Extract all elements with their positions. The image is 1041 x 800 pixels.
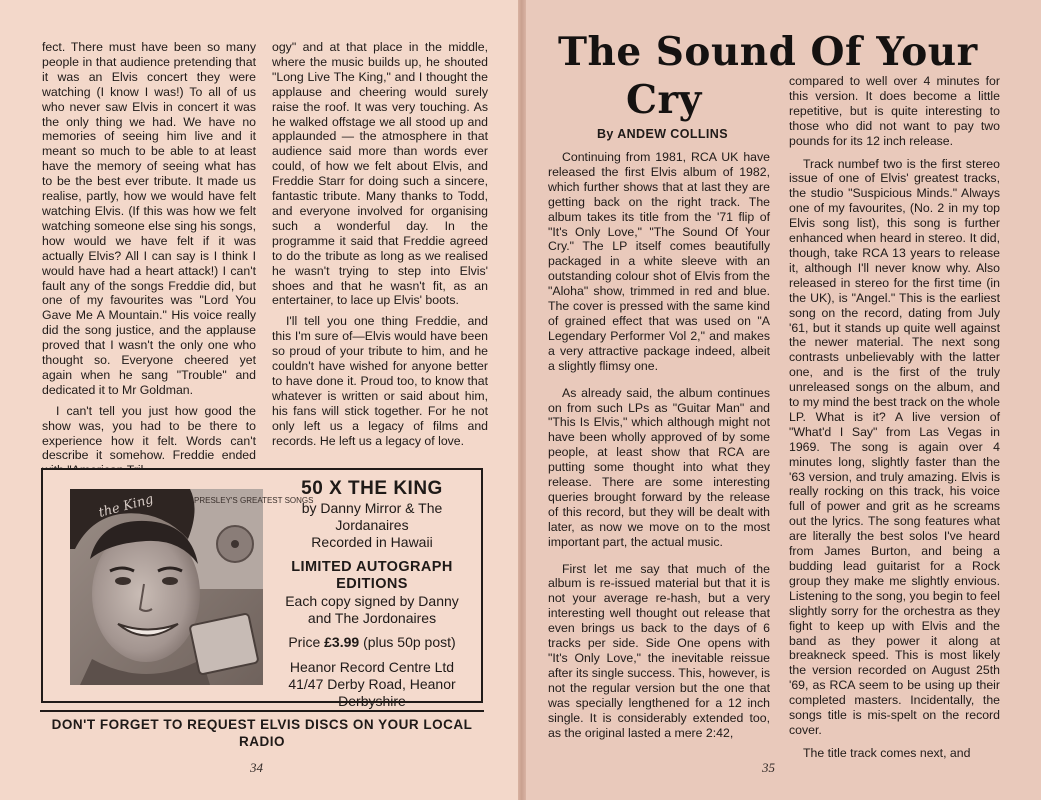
title-line-2: Cry [626, 77, 702, 123]
ad-recorded-line: Recorded in Hawaii [311, 534, 433, 550]
binding-gutter [518, 0, 526, 800]
ad-limited-editions: LIMITED AUTOGRAPH EDITIONS [291, 559, 453, 592]
right-column-1 [548, 150, 770, 750]
paragraph: compared to well over 4 minutes for this version. It does become a little repetitive, but is quite interesting to those who did not want to pay two pounds for its 12 inch release. [789, 74, 1000, 148]
paragraph: As already said, the album continues on from such LPs as "Guitar Man" and "This Is Elvis," which although might not have been wholly approved of by some people, at least show that RCA are putting some thought into what they release. There are some interesting queries brought forward by the release of this record, but they will be dealt with later, as now we move on to the most important part, the actual music. [548, 385, 770, 549]
footer-banner: DON'T FORGET TO REQUEST ELVIS DISCS ON YOUR LOCAL RADIO [51, 717, 473, 749]
ad-artist-line: by Danny Mirror & The [301, 500, 443, 516]
title-line-1: The Sound Of Your [558, 29, 978, 75]
paragraph: The title track comes next, and [803, 745, 971, 760]
page-number: 34 [250, 760, 263, 775]
advertisement-box [41, 468, 483, 709]
ad-signed-line: Each copy signed by Danny [285, 593, 459, 609]
ad-address-line: 41/47 Derby Road, Heanor [288, 676, 456, 692]
price-value: £3.99 [324, 634, 360, 650]
paragraph: First let me say that much of the album is re-issued material but that it is not your average re-hash, but a very interesting well thought out release that even brings us back to the days of 6 tracks per side. Side One opens with "It's Only Love," the inevitable reissue after its single success. This, however, is not the regular version but the one that was specially lengthened for a 12 inch single. It is considerably extended too, as the original lasted a mere 2:42, [548, 561, 770, 740]
paragraph: I'll tell you one thing Freddie, and this I'm sure of—Elvis would have been so proud of your tribute to him, and he couldn't have wished for anyone better to have done it. Proud too, to know that whatever is written or said about him, his fans will stick together. For he not only left us a legacy of films and records. He left us a legacy of love. [272, 314, 488, 448]
byline: By ANDEW COLLINS [597, 127, 728, 141]
price-suffix: (plus 50p post) [363, 634, 456, 650]
page-number: 35 [762, 760, 775, 775]
ad-signed-line: and The Jordonaires [307, 610, 437, 626]
paragraph: Track numbef two is the first stereo issue of one of Elvis' greatest tracks, the studio "Suspicious Minds." Always one of my favourites, (No. 2 in my top Elvis song list), this song is further enhanced when heard in stereo. It did, though, take RCA 13 years to release it, although I'll never know why. Also released in stereo for the first time (in the UK), is "Angel." This is the earliest song on the record, dating from July '61, but it stands up quite well against the newer material. The next song contrasts unbelievably with the latter one, and is the first of the truly unreleased songs on the album, and to my mind the best track on the whole LP. What is it? A live version of "What'd I Say" from Las Vegas in 1969. The song is again over 4 minutes long, slightly faster than the '63 version, and truly amazing. Elvis is really rocking on this track, his voice full of power and grit as he screams out the lyrics. The song features what are literally the best solos I've heard from James Burton, and being a budding lead guitarist for a Rock group they make me slightly envious. Listening to the song, you begin to feel slightly sorry for the orchestra as they fight to keep up with Elvis and the band as they power it along at breakneck speed. This is most likely the version recorded on August 25th '69, as RCA seem to be using up their completed masters. Incidentally, the songs title is mis-spelt on the record cover. [789, 156, 1000, 737]
ad-title: 50 X THE KING [301, 478, 443, 499]
left-column-2 [272, 40, 488, 454]
right-column-2 [789, 74, 1000, 760]
photo-caption: the King [97, 491, 156, 521]
album-cover-text: PRESLEY'S GREATEST SONGS [194, 496, 314, 505]
paragraph: I can't tell you just how good the show was, you had to be there to experience how it felt. Words can't describe it somehow. Freddie ended [42, 403, 256, 463]
paragraph: ogy" and at that place in the middle, where the music builds up, he shouted "Long Live The King," and I thought the applause and cheering would surely raise the roof. It was very touching. As he walked offstage we all stood up and applaunded — the atmosphere in that audience said more than words ever could, of how we felt about Elvis, and Freddie Starr for doing such a sincere, fantastic tribute. Many thanks to Todd, and everyone involved for organising such a wonderful day. In the programme it said that Freddie agreed to do the tribute as long as we realised he wasn't trying to step into Elvis' shoes and that he wasn't fit, as an entertainer, to lace up Elvis' boots. [272, 40, 488, 308]
ad-address-line: Heanor Record Centre Ltd [289, 659, 455, 675]
ad-copy [267, 478, 477, 710]
left-page [0, 0, 520, 800]
ad-address-line: Derbyshire [338, 693, 406, 709]
divider [40, 710, 484, 712]
price-prefix: Price [288, 634, 321, 650]
paragraph: fect. There must have been so many people in that audience pretending that it was an Elvis concert they were watching (I know I was!) To all of us who never saw Elvis in concert it was the only thing we had. We have no memories of seeing him live and it meant so much to be able to at least have the memory of seeing what has to be the best ever tribute. It made us realise, partly, how we would have felt watching Elvis. (If this was how we felt watching someone else sing his songs, how would we have felt if it was actually Elvis? All I can say is I think I would have had a heart attack!) I can't fault any of the songs Freddie did, but one of my favourites was "Lord You Gave Me A Mountain." His voice really did the song justice, and the applause proved that I wasn't the only one who thought so. Everyone cheered yet again when he sang "Trouble" and dedicated it to Mr Goldman. [42, 40, 256, 397]
ad-artist-line: Jordanaires [335, 517, 409, 533]
left-column-1 [42, 40, 256, 462]
ad-price [267, 634, 477, 651]
paragraph: Continuing from 1981, RCA UK have released the first Elvis album of 1982, which further shows that at last they are getting back on the right track. The album takes its title from the '71 flip of "It's Only Love," "The Sound Of Your Cry." The LP itself comes beautifully packaged in a white sleeve with an outstanding colour shot of Elvis from the "Aloha" show, trimmed in red and blue. The cover is pressed with the same kind of grained effect that was used on "A Legendary Performer Vol 2," and makes a very attractive package indeed, albeit a slightly flimsy one. [548, 150, 770, 373]
